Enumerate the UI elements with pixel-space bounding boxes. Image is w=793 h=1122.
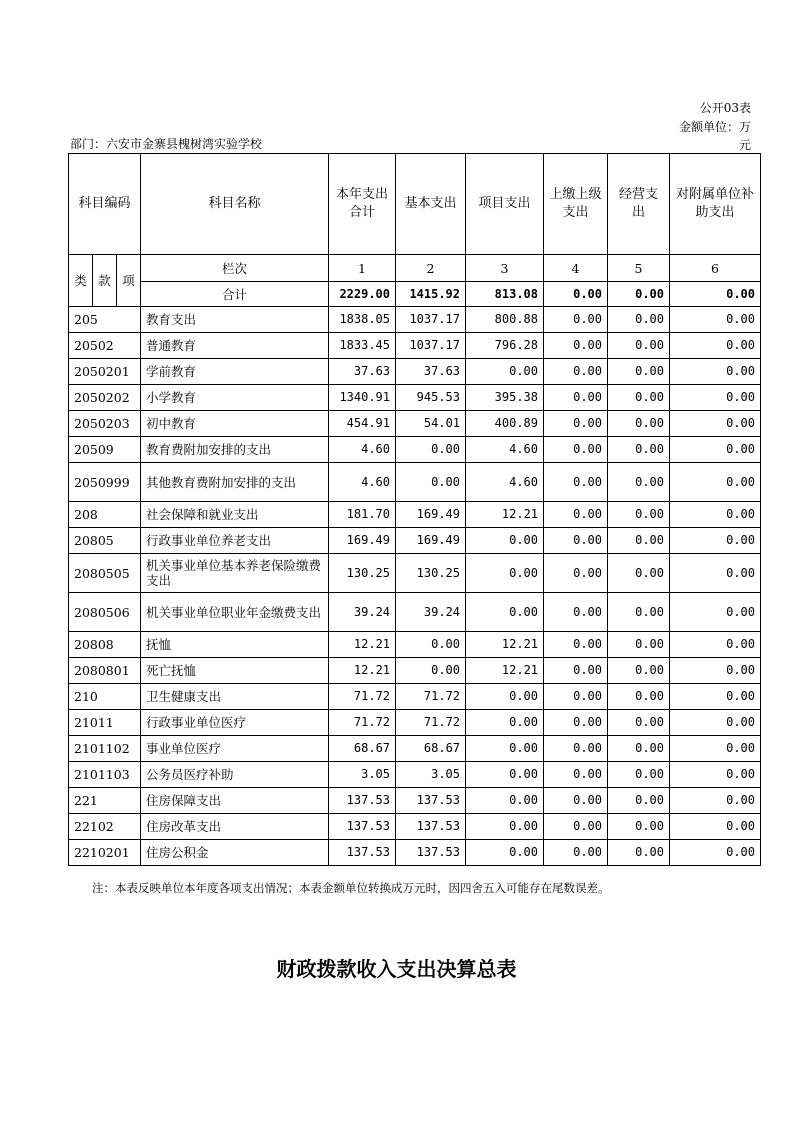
header-total: 本年支出合计	[329, 154, 396, 255]
amount-cell: 0.00	[670, 736, 761, 762]
header-subsidy: 对附属单位补助支出	[670, 154, 761, 255]
subject-name: 其他教育费附加安排的支出	[141, 463, 329, 502]
amount-cell: 169.49	[396, 528, 466, 554]
table-row	[69, 437, 761, 463]
table-row	[69, 632, 761, 658]
table-row	[69, 593, 761, 632]
sub-header-kuan: 款	[93, 255, 117, 307]
amount-cell: 0.00	[608, 411, 670, 437]
amount-cell: 395.38	[466, 385, 544, 411]
amount-cell: 0.00	[670, 684, 761, 710]
amount-cell: 0.00	[544, 658, 608, 684]
table-row	[69, 814, 761, 840]
amount-cell: 0.00	[396, 632, 466, 658]
amount-cell: 945.53	[396, 385, 466, 411]
total-value: 1415.92	[396, 282, 466, 307]
table-row	[69, 359, 761, 385]
amount-cell: 37.63	[329, 359, 396, 385]
amount-cell: 0.00	[608, 658, 670, 684]
amount-cell: 0.00	[608, 359, 670, 385]
amount-cell: 0.00	[608, 333, 670, 359]
table-row	[69, 554, 761, 593]
amount-cell: 169.49	[396, 502, 466, 528]
amount-cell: 0.00	[396, 658, 466, 684]
table-row	[69, 736, 761, 762]
total-value: 2229.00	[329, 282, 396, 307]
subject-name: 死亡抚恤	[141, 658, 329, 684]
header-code: 科目编码	[69, 154, 141, 255]
total-row	[69, 282, 761, 307]
subject-code: 2210201	[69, 840, 141, 866]
amount-cell: 12.21	[466, 658, 544, 684]
amount-cell: 3.05	[396, 762, 466, 788]
amount-cell: 0.00	[466, 710, 544, 736]
total-value: 0.00	[670, 282, 761, 307]
amount-cell: 71.72	[329, 684, 396, 710]
amount-cell: 0.00	[466, 840, 544, 866]
amount-cell: 130.25	[396, 554, 466, 593]
amount-cell: 0.00	[670, 658, 761, 684]
amount-cell: 0.00	[466, 593, 544, 632]
header-row	[69, 154, 761, 255]
amount-cell: 0.00	[544, 684, 608, 710]
amount-cell: 0.00	[670, 762, 761, 788]
amount-cell: 4.60	[329, 463, 396, 502]
amount-cell: 68.67	[329, 736, 396, 762]
subject-code: 20509	[69, 437, 141, 463]
subject-name: 学前教育	[141, 359, 329, 385]
amount-cell: 137.53	[396, 814, 466, 840]
subject-code: 205	[69, 307, 141, 333]
amount-cell: 0.00	[544, 554, 608, 593]
amount-cell: 0.00	[608, 437, 670, 463]
subject-code: 20502	[69, 333, 141, 359]
amount-cell: 0.00	[544, 736, 608, 762]
amount-cell: 0.00	[670, 333, 761, 359]
table-row	[69, 502, 761, 528]
amount-cell: 0.00	[466, 814, 544, 840]
expenditure-table	[68, 153, 761, 866]
amount-unit-label: 金额单位：万	[678, 120, 751, 134]
amount-cell: 0.00	[544, 333, 608, 359]
column-number: 1	[329, 255, 396, 282]
amount-cell: 4.60	[466, 437, 544, 463]
amount-cell: 12.21	[329, 632, 396, 658]
form-number: 公开03表	[699, 101, 751, 115]
sub-header-lei: 类	[69, 255, 93, 307]
subject-code: 2101103	[69, 762, 141, 788]
subject-code: 210	[69, 684, 141, 710]
amount-cell: 71.72	[396, 710, 466, 736]
amount-cell: 0.00	[608, 684, 670, 710]
subject-code: 2050203	[69, 411, 141, 437]
amount-cell: 0.00	[670, 385, 761, 411]
subject-name: 普通教育	[141, 333, 329, 359]
subject-name: 抚恤	[141, 632, 329, 658]
amount-cell: 0.00	[608, 788, 670, 814]
amount-cell: 0.00	[544, 385, 608, 411]
amount-cell: 0.00	[466, 684, 544, 710]
amount-cell: 0.00	[544, 359, 608, 385]
table-row	[69, 840, 761, 866]
subject-name: 社会保障和就业支出	[141, 502, 329, 528]
table-row	[69, 307, 761, 333]
amount-cell: 0.00	[608, 710, 670, 736]
column-number: 4	[544, 255, 608, 282]
amount-cell: 0.00	[608, 840, 670, 866]
amount-cell: 0.00	[544, 307, 608, 333]
amount-cell: 0.00	[670, 788, 761, 814]
amount-cell: 12.21	[466, 632, 544, 658]
subject-code: 2080801	[69, 658, 141, 684]
subject-code: 2080505	[69, 554, 141, 593]
table-row	[69, 788, 761, 814]
subject-name: 公务员医疗补助	[141, 762, 329, 788]
subject-code: 21011	[69, 710, 141, 736]
subject-name: 住房公积金	[141, 840, 329, 866]
column-number: 3	[466, 255, 544, 282]
amount-unit-label-continued: 元	[738, 138, 751, 152]
amount-cell: 0.00	[608, 385, 670, 411]
amount-cell: 137.53	[396, 840, 466, 866]
amount-cell: 1037.17	[396, 307, 466, 333]
amount-cell: 0.00	[608, 554, 670, 593]
amount-cell: 0.00	[544, 463, 608, 502]
amount-cell: 181.70	[329, 502, 396, 528]
amount-cell: 0.00	[670, 528, 761, 554]
department-label: 部门：六安市金寨县槐树湾实验学校	[70, 137, 263, 151]
subject-code: 20808	[69, 632, 141, 658]
subject-name: 事业单位医疗	[141, 736, 329, 762]
amount-cell: 0.00	[608, 463, 670, 502]
amount-cell: 0.00	[670, 840, 761, 866]
subject-name: 小学教育	[141, 385, 329, 411]
amount-cell: 0.00	[544, 593, 608, 632]
amount-cell: 0.00	[670, 307, 761, 333]
table-row	[69, 684, 761, 710]
subject-code: 221	[69, 788, 141, 814]
subject-name: 卫生健康支出	[141, 684, 329, 710]
amount-cell: 800.88	[466, 307, 544, 333]
amount-cell: 0.00	[670, 359, 761, 385]
column-number-label: 栏次	[141, 255, 329, 282]
header-operating: 经营支出	[608, 154, 670, 255]
amount-cell: 400.89	[466, 411, 544, 437]
amount-cell: 39.24	[396, 593, 466, 632]
amount-cell: 0.00	[466, 762, 544, 788]
amount-cell: 0.00	[670, 411, 761, 437]
amount-cell: 0.00	[396, 437, 466, 463]
amount-cell: 137.53	[329, 840, 396, 866]
table-row	[69, 762, 761, 788]
amount-cell: 12.21	[329, 658, 396, 684]
table-row	[69, 463, 761, 502]
amount-cell: 0.00	[466, 359, 544, 385]
amount-cell: 3.05	[329, 762, 396, 788]
amount-cell: 0.00	[544, 411, 608, 437]
amount-cell: 0.00	[670, 554, 761, 593]
amount-cell: 0.00	[544, 632, 608, 658]
subject-code: 2050202	[69, 385, 141, 411]
header-basic: 基本支出	[396, 154, 466, 255]
amount-cell: 0.00	[608, 593, 670, 632]
amount-cell: 71.72	[396, 684, 466, 710]
amount-cell: 454.91	[329, 411, 396, 437]
total-value: 0.00	[608, 282, 670, 307]
subject-name: 机关事业单位职业年金缴费支出	[141, 593, 329, 632]
amount-cell: 0.00	[670, 710, 761, 736]
amount-cell: 137.53	[329, 814, 396, 840]
amount-cell: 0.00	[466, 554, 544, 593]
amount-cell: 796.28	[466, 333, 544, 359]
amount-cell: 169.49	[329, 528, 396, 554]
subject-code: 208	[69, 502, 141, 528]
amount-cell: 0.00	[670, 463, 761, 502]
amount-cell: 4.60	[329, 437, 396, 463]
subject-code: 20805	[69, 528, 141, 554]
table-row	[69, 333, 761, 359]
amount-cell: 0.00	[670, 502, 761, 528]
amount-cell: 0.00	[466, 528, 544, 554]
footnote: 注：本表反映单位本年度各项支出情况；本表金额单位转换成万元时，因四舍五入可能存在尾数误差。	[92, 881, 610, 895]
column-number: 6	[670, 255, 761, 282]
column-number-row	[69, 255, 761, 282]
subject-code: 2101102	[69, 736, 141, 762]
table-row	[69, 385, 761, 411]
amount-cell: 0.00	[608, 307, 670, 333]
amount-cell: 1833.45	[329, 333, 396, 359]
amount-cell: 0.00	[608, 736, 670, 762]
column-number: 2	[396, 255, 466, 282]
subject-name: 教育支出	[141, 307, 329, 333]
amount-cell: 68.67	[396, 736, 466, 762]
amount-cell: 0.00	[466, 788, 544, 814]
table-row	[69, 411, 761, 437]
amount-cell: 0.00	[608, 762, 670, 788]
amount-cell: 0.00	[608, 814, 670, 840]
amount-cell: 71.72	[329, 710, 396, 736]
header-project: 项目支出	[466, 154, 544, 255]
amount-cell: 54.01	[396, 411, 466, 437]
subject-code: 2050999	[69, 463, 141, 502]
amount-cell: 0.00	[544, 710, 608, 736]
subject-name: 教育费附加安排的支出	[141, 437, 329, 463]
column-number: 5	[608, 255, 670, 282]
amount-cell: 0.00	[544, 502, 608, 528]
header-upper: 上缴上级支出	[544, 154, 608, 255]
amount-cell: 0.00	[670, 437, 761, 463]
amount-cell: 0.00	[670, 593, 761, 632]
subject-name: 行政事业单位养老支出	[141, 528, 329, 554]
amount-cell: 0.00	[608, 502, 670, 528]
subject-code: 22102	[69, 814, 141, 840]
table-row	[69, 710, 761, 736]
amount-cell: 0.00	[608, 632, 670, 658]
amount-cell: 0.00	[670, 814, 761, 840]
amount-cell: 4.60	[466, 463, 544, 502]
subject-name: 行政事业单位医疗	[141, 710, 329, 736]
amount-cell: 0.00	[466, 736, 544, 762]
next-section-title: 财政拨款收入支出决算总表	[276, 957, 517, 981]
amount-cell: 137.53	[329, 788, 396, 814]
amount-cell: 0.00	[544, 840, 608, 866]
table-row	[69, 528, 761, 554]
amount-cell: 0.00	[544, 437, 608, 463]
amount-cell: 1037.17	[396, 333, 466, 359]
total-value: 0.00	[544, 282, 608, 307]
amount-cell: 0.00	[396, 463, 466, 502]
amount-cell: 0.00	[544, 528, 608, 554]
subject-name: 住房改革支出	[141, 814, 329, 840]
subject-code: 2080506	[69, 593, 141, 632]
amount-cell: 130.25	[329, 554, 396, 593]
amount-cell: 37.63	[396, 359, 466, 385]
amount-cell: 12.21	[466, 502, 544, 528]
amount-cell: 137.53	[396, 788, 466, 814]
header-name: 科目名称	[141, 154, 329, 255]
amount-cell: 0.00	[544, 762, 608, 788]
subject-name: 机关事业单位基本养老保险缴费支出	[141, 554, 329, 593]
total-value: 813.08	[466, 282, 544, 307]
subject-name: 住房保障支出	[141, 788, 329, 814]
sub-header-xiang: 项	[117, 255, 141, 307]
amount-cell: 1838.05	[329, 307, 396, 333]
amount-cell: 39.24	[329, 593, 396, 632]
total-label: 合计	[141, 282, 329, 307]
amount-cell: 0.00	[608, 528, 670, 554]
amount-cell: 0.00	[544, 814, 608, 840]
amount-cell: 1340.91	[329, 385, 396, 411]
table-row	[69, 658, 761, 684]
subject-name: 初中教育	[141, 411, 329, 437]
subject-code: 2050201	[69, 359, 141, 385]
amount-cell: 0.00	[544, 788, 608, 814]
amount-cell: 0.00	[670, 632, 761, 658]
